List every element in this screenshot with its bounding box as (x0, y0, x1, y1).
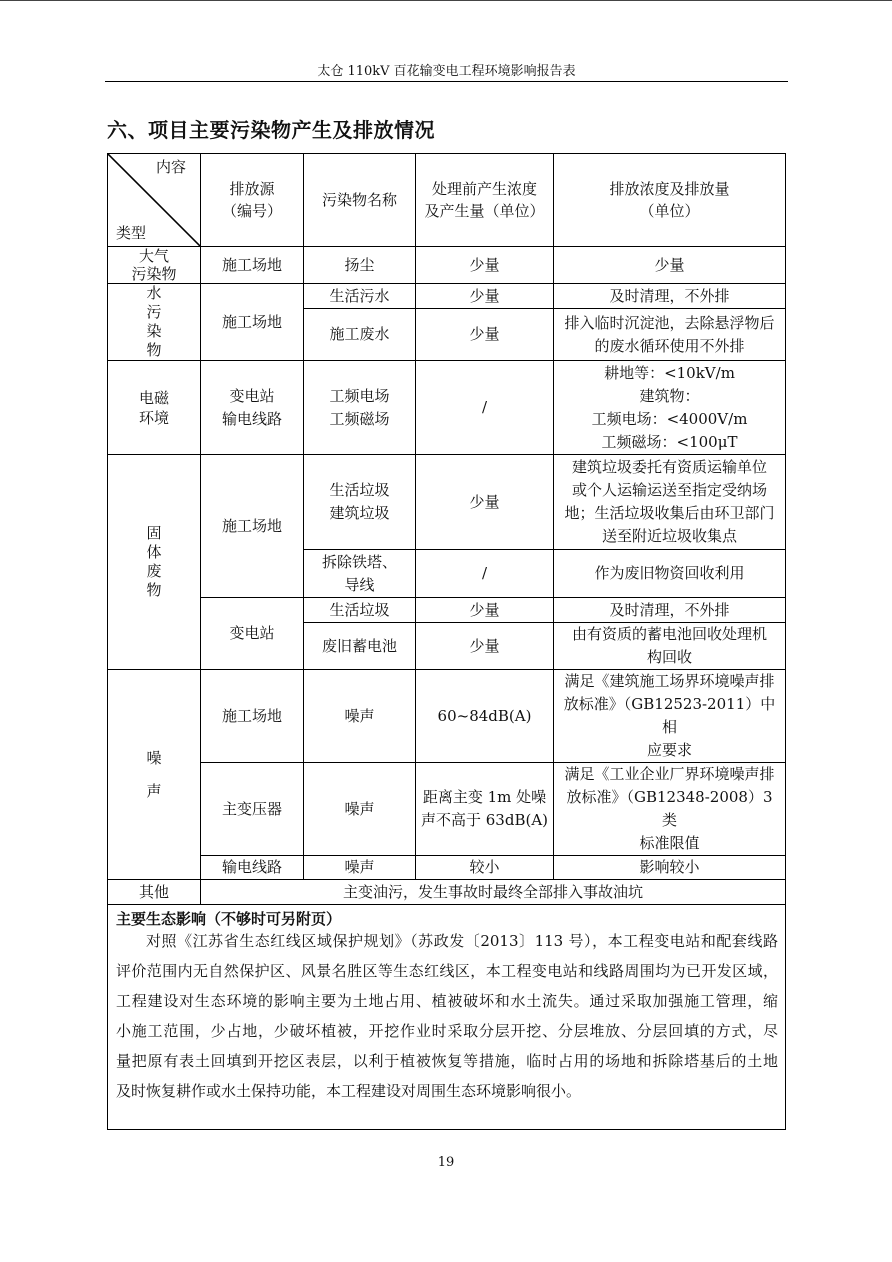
pollutant-cell: 工频电场 工频磁场 (304, 361, 416, 455)
source-cell: 主变压器 (201, 763, 304, 856)
header-after: 排放浓度及排放量 （单位） (554, 154, 786, 247)
after-cell: 由有资质的蓄电池回收处理机 构回收 (554, 623, 786, 670)
pollutant-cell: 噪声 (304, 670, 416, 763)
source-cell: 施工场地 (201, 670, 304, 763)
source-cell: 输电线路 (201, 856, 304, 880)
header-source: 排放源 （编号） (201, 154, 304, 247)
page-top-edge (0, 0, 892, 1)
ecology-heading: 主要生态影响（不够时可另附页） (116, 910, 342, 928)
pollutant-cell: 噪声 (304, 856, 416, 880)
category-noise: 噪 声 (108, 670, 201, 880)
before-cell: 少量 (416, 309, 554, 361)
source-cell: 变电站 输电线路 (201, 361, 304, 455)
header-pollutant: 污染物名称 (304, 154, 416, 247)
category-other: 其他 (108, 880, 201, 905)
before-cell: 少量 (416, 247, 554, 284)
table-header-row (108, 154, 786, 247)
before-cell: 较小 (416, 856, 554, 880)
pollutant-cell: 废旧蓄电池 (304, 623, 416, 670)
before-cell: 少量 (416, 284, 554, 309)
before-cell: 少量 (416, 623, 554, 670)
ecology-row (108, 905, 786, 1130)
source-cell: 施工场地 (201, 284, 304, 361)
pollutant-table (107, 153, 786, 1130)
after-cell: 满足《工业企业厂界环境噪声排 放标准》（GB12348-2008）3 类 标准限值 (554, 763, 786, 856)
header-before: 处理前产生浓度 及产生量（单位） (416, 154, 554, 247)
table-row (108, 598, 786, 623)
page-number: 19 (437, 1155, 455, 1170)
before-cell: 少量 (416, 455, 554, 550)
before-cell: 少量 (416, 598, 554, 623)
table-row (108, 880, 786, 905)
section-title: 六、项目主要污染物产生及排放情况 (107, 118, 435, 142)
before-cell: 60~84dB(A) (416, 670, 554, 763)
ecology-line: 小施工范围，少占地，少破坏植被，开挖作业时采取分层开挖、分层堆放、分层回填的方式，尽 (116, 1022, 778, 1040)
after-cell: 影响较小 (554, 856, 786, 880)
pollutant-cell: 扬尘 (304, 247, 416, 284)
table-row (108, 856, 786, 880)
table-row (108, 670, 786, 763)
after-cell: 及时清理，不外排 (554, 598, 786, 623)
ecology-paragraph (116, 926, 778, 1106)
after-cell: 作为废旧物资回收利用 (554, 550, 786, 598)
source-cell: 变电站 (201, 598, 304, 670)
pollutant-cell: 噪声 (304, 763, 416, 856)
table-row (108, 284, 786, 309)
before-cell: / (416, 550, 554, 598)
table-row (108, 247, 786, 284)
ecology-box (108, 905, 786, 1130)
running-header: 太仓 110kV 百花输变电工程环境影响报告表 (105, 62, 788, 82)
after-cell: 及时清理，不外排 (554, 284, 786, 309)
before-cell: / (416, 361, 554, 455)
table-row (108, 763, 786, 856)
source-cell: 施工场地 (201, 455, 304, 598)
before-cell: 距离主变 1m 处噪 声不高于 63dB(A) (416, 763, 554, 856)
diagonal-header-cell (108, 154, 201, 247)
pollutant-cell: 生活垃圾 (304, 598, 416, 623)
category-solid: 固 体 废 物 (108, 455, 201, 670)
header-type-label: 类型 (116, 224, 147, 242)
table-row (108, 455, 786, 550)
category-air: 大气 污染物 (108, 247, 201, 284)
other-content: 主变油污，发生事故时最终全部排入事故油坑 (201, 880, 786, 905)
pollutant-cell: 施工废水 (304, 309, 416, 361)
after-cell: 排入临时沉淀池，去除悬浮物后 的废水循环使用不外排 (554, 309, 786, 361)
after-cell: 建筑垃圾委托有资质运输单位 或个人运输运送至指定受纳场 地；生活垃圾收集后由环卫部门 送至附近垃圾收集点 (554, 455, 786, 550)
category-em: 电磁 环境 (108, 361, 201, 455)
after-cell: 耕地等：<10kV/m 建筑物： 工频电场：<4000V/m 工频磁场：<100μT (554, 361, 786, 455)
after-cell: 少量 (554, 247, 786, 284)
pollutant-cell: 生活垃圾 建筑垃圾 (304, 455, 416, 550)
after-cell: 满足《建筑施工场界环境噪声排 放标准》（GB12523-2011）中相 应要求 (554, 670, 786, 763)
ecology-line: 评价范围内无自然保护区、风景名胜区等生态红线区，本工程变电站和线路周围均为已开发区域， (116, 962, 778, 980)
category-water: 水 污 染 物 (108, 284, 201, 361)
ecology-line: 及时恢复耕作或水土保持功能，本工程建设对周围生态环境影响很小。 (116, 1082, 582, 1100)
header-content-label: 内容 (155, 158, 186, 176)
pollutant-cell: 生活污水 (304, 284, 416, 309)
table-row (108, 361, 786, 455)
ecology-line: 对照《江苏省生态红线区域保护规划》（苏政发〔2013〕113 号），本工程变电站和配套线路 (146, 932, 778, 950)
ecology-line: 工程建设对生态环境的影响主要为土地占用、植被破坏和水土流失。通过采取加强施工管理，缩 (116, 992, 778, 1010)
pollutant-cell: 拆除铁塔、 导线 (304, 550, 416, 598)
source-cell: 施工场地 (201, 247, 304, 284)
ecology-line: 量把原有表土回填到开挖区表层，以利于植被恢复等措施，临时占用的场地和拆除塔基后的土地 (116, 1052, 778, 1070)
